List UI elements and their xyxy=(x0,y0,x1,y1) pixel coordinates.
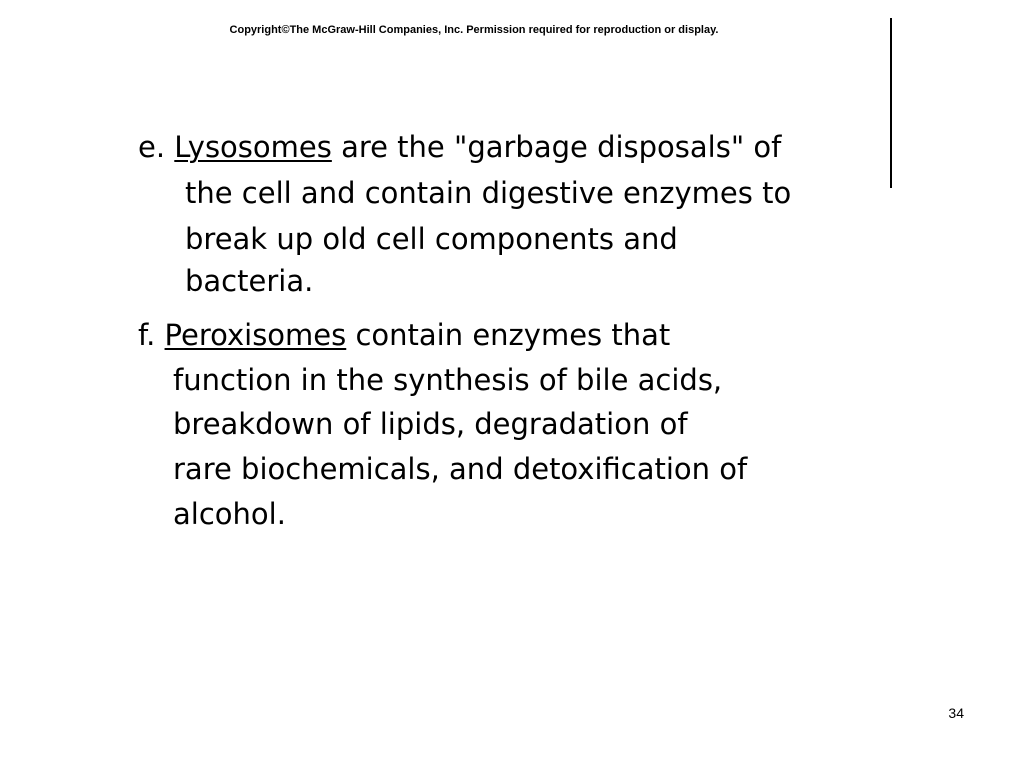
paragraph-peroxisomes-line-1 xyxy=(138,318,670,352)
paragraph-lysosomes-line-3: break up old cell components and xyxy=(185,222,678,256)
paragraph-peroxisomes-line-5: alcohol. xyxy=(173,497,286,531)
paragraph-peroxisomes-text-1: contain enzymes that xyxy=(355,318,671,352)
list-marker-e: e. xyxy=(138,130,166,164)
paragraph-lysosomes-text-1: are the "garbage disposals" of xyxy=(341,130,782,164)
copyright-notice: Copyright©The McGraw-Hill Companies, Inc. Permission required for reproduction or display. xyxy=(229,24,719,36)
term-peroxisomes: Peroxisomes xyxy=(164,318,347,352)
paragraph-lysosomes xyxy=(138,130,878,300)
paragraph-peroxisomes-line-3: breakdown of lipids, degradation of xyxy=(173,407,688,441)
page-number: 34 xyxy=(948,705,964,721)
paragraph-peroxisomes xyxy=(138,318,878,538)
paragraph-lysosomes-line-2: the cell and contain digestive enzymes to xyxy=(185,176,792,210)
term-lysosomes: Lysosomes xyxy=(174,130,332,164)
vertical-divider xyxy=(890,18,892,188)
paragraph-lysosomes-line-4: bacteria. xyxy=(185,264,314,298)
paragraph-lysosomes-line-1 xyxy=(138,130,781,164)
list-marker-f: f. xyxy=(138,318,156,352)
paragraph-peroxisomes-line-4: rare biochemicals, and detoxification of xyxy=(173,452,748,486)
paragraph-peroxisomes-line-2: function in the synthesis of bile acids, xyxy=(173,363,723,397)
